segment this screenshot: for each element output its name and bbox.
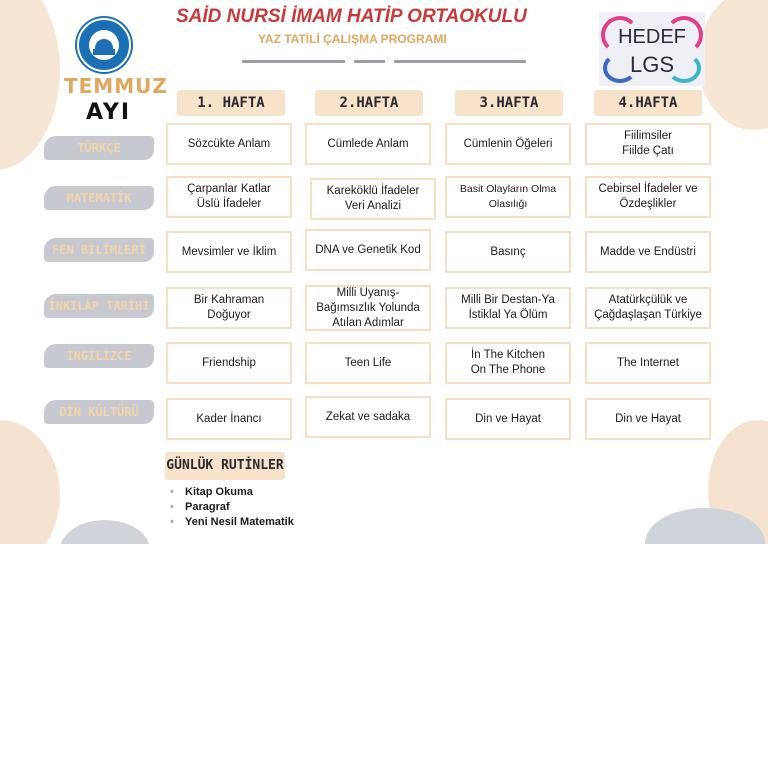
topic-cell: Cümlede Anlam xyxy=(305,123,431,165)
subject-label: DİN KÜLTÜRÜ xyxy=(44,400,154,424)
topic-cell: Çarpanlar Katlar Üslü İfadeler xyxy=(166,176,292,218)
bullet-icon: • xyxy=(170,516,174,528)
program-subtitle: YAZ TATİLİ ÇALIŞMA PROGRAMI xyxy=(258,32,447,46)
subject-label: İNKILÂP TARİHİ xyxy=(44,294,154,318)
topic-cell: Milli Bir Destan-Ya İstiklal Ya Ölüm xyxy=(445,287,571,329)
topic-cell: Friendship xyxy=(166,342,292,384)
topic-cell: İn The Kitchen On The Phone xyxy=(445,342,571,384)
topic-cell: Milli Uyanış- Bağımsızlık Yolunda Atılan Adımlar xyxy=(305,285,431,331)
topic-cell: Teen Life xyxy=(305,342,431,384)
title-underline xyxy=(242,60,345,63)
badge-line1: HEDEF xyxy=(618,26,686,48)
topic-cell: Basit Olayların Olma Olasılığı xyxy=(445,176,571,218)
topic-cell: The Internet xyxy=(585,342,711,384)
topic-cell: Cümlenin Öğeleri xyxy=(445,123,571,165)
bullet-icon: • xyxy=(170,501,174,513)
week-header: 3.HAFTA xyxy=(455,90,563,116)
topic-cell: Cebirsel İfadeler ve Özdeşlikler xyxy=(585,176,711,218)
title-underline xyxy=(394,60,526,63)
topic-cell: Fiilimsiler Fiilde Çatı xyxy=(585,123,711,165)
routine-text: Paragraf xyxy=(185,501,230,513)
routine-text: Kitap Okuma xyxy=(185,486,253,498)
badge-line2: LGS xyxy=(629,52,675,77)
week-header: 1. HAFTA xyxy=(177,90,285,116)
subject-label: İNGİLİZCE xyxy=(44,344,154,368)
hedef-lgs-badge xyxy=(599,12,705,86)
month-name: TEMMUZ xyxy=(64,74,168,98)
bullet-icon: • xyxy=(170,486,174,498)
decor-blob xyxy=(60,520,150,544)
topic-cell: Kareköklü İfadeler Veri Analizi xyxy=(310,178,436,220)
topic-cell: Atatürkçülük ve Çağdaşlaşan Türkiye xyxy=(585,287,711,329)
topic-cell: Bir Kahraman Doğuyor xyxy=(166,287,292,329)
subject-label: MATEMATİK xyxy=(44,186,154,210)
decor-blob xyxy=(698,0,768,130)
week-header: 4.HAFTA xyxy=(594,90,702,116)
topic-cell: Madde ve Endüstri xyxy=(585,231,711,273)
topic-cell: Zekat ve sadaka xyxy=(305,396,431,438)
topic-cell: Din ve Hayat xyxy=(445,398,571,440)
subject-label: FEN BİLİMLERİ xyxy=(44,238,154,262)
list-item xyxy=(170,500,294,515)
subject-label: TÜRKÇE xyxy=(44,136,154,160)
school-title: SAİD NURSİ İMAM HATİP ORTAOKULU xyxy=(176,6,527,27)
routines-list xyxy=(170,485,294,530)
list-item xyxy=(170,515,294,530)
topic-cell: Basınç xyxy=(445,231,571,273)
list-item xyxy=(170,485,294,500)
topic-cell: Sözcükte Anlam xyxy=(166,123,292,165)
title-underline xyxy=(354,60,385,63)
month-suffix: AYI xyxy=(86,100,132,125)
topic-cell: Mevsimler ve İklim xyxy=(166,231,292,273)
decor-blob xyxy=(0,420,60,544)
topic-cell: DNA ve Genetik Kod xyxy=(305,229,431,271)
topic-cell: Din ve Hayat xyxy=(585,398,711,440)
school-logo xyxy=(77,18,131,72)
topic-cell: Kader İnancı xyxy=(166,398,292,440)
logo-base xyxy=(93,49,115,55)
routine-text: Yeni Nesil Matematik xyxy=(185,516,294,528)
routines-title: GÜNLÜK RUTİNLER xyxy=(165,452,285,480)
week-header: 2.HAFTA xyxy=(315,90,423,116)
